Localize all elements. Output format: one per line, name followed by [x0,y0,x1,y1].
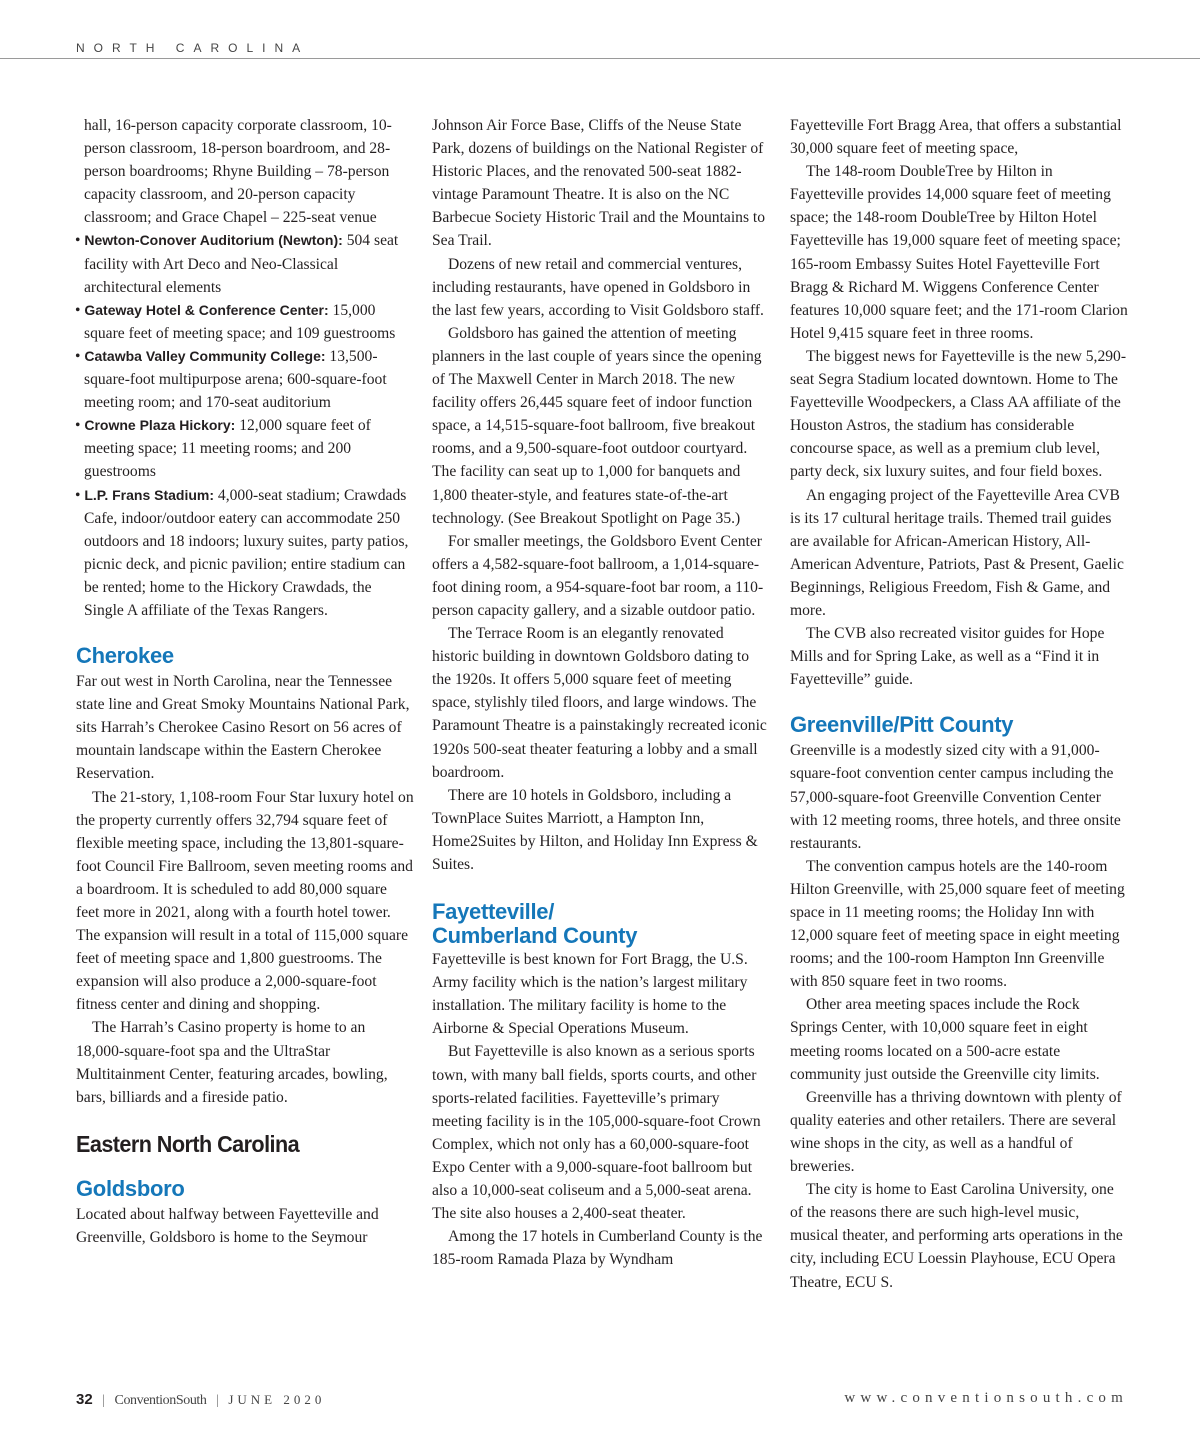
section-heading-greenville: Greenville/Pitt County [790,712,1014,738]
heading-line: Fayetteville/ [432,899,555,925]
venue-name: Catawba Valley Community College: [84,347,326,364]
bullet-item: • Newton-Conover Auditorium (Newton): 504 seat facility with Art Deco and Neo-Classical architectural elements [75,232,399,296]
paragraph: hall, 16-person capacity corporate classroom, 10-person classroom, 18-person boardroom, and 28-person boardrooms; Rhyne Building – 78-person capacity classroom, and 20-person capacity classroom; and Grace Chapel – 225-seat venue [84,117,392,227]
heading-line: Cumberland County [432,923,638,949]
paragraph: But Fayetteville is also known as a serious sports town, with many ball fields, sports courts, and other sports-related facilities. Fayetteville’s primary meeting facility is in the 105,000-square-foot Crown Complex, which not only has a 60,000-square-foot Expo Center with a 9,000-square-foot ballroom but also a 10,000-seat coliseum and a 5,000-seat arena. The site also houses a 2,400-seat theater. [432,1043,761,1223]
paragraph: The Terrace Room is an elegantly renovated historic building in downtown Goldsboro dating to the 1920s. It offers 5,000 square feet of meeting space, stylishly tiled floors, and large windows. The Paramount Theatre is a painstakingly recreated iconic 1920s 500-seat theater featuring a lobby and a small boardroom. [432,625,767,781]
magazine-name: ConventionSouth [114,1393,207,1408]
section-heading-cherokee: Cherokee [76,643,174,669]
paragraph: Among the 17 hotels in Cumberland County is the 185-room Ramada Plaza by Wyndham [432,1228,763,1269]
paragraph: There are 10 hotels in Goldsboro, including a TownPlace Suites Marriott, a Hampton Inn, Home2Suites by Hilton, and Holiday Inn Express & Suites. [432,786,758,873]
venue-details: 4,000-seat stadium; Crawdads Cafe, indoor/outdoor eatery can accommodate 250 outdoors and 18 indoors; luxury suites, party patios, picnic deck, and picnic pavilion; entire stadium can be rented; home to the Hickory Crawdads, the Single A affiliate of the Texas Rangers. [84,486,409,619]
paragraph: Fayetteville Fort Bragg Area, that offers a substantial 30,000 square feet of meeting space, [790,117,1122,158]
paragraph: Fayetteville is best known for Fort Bragg, the U.S. Army facility which is the nation’s largest military installation. The military facility is home to the Airborne & Special Operations Museum. [432,951,748,1038]
paragraph: For smaller meetings, the Goldsboro Event Center offers a 4,582-square-foot ballroom, a 1,014-square-foot dining room, a 954-square-foot bar room, a 110-person capacity gallery, and a sizable outdoor patio. [432,532,764,619]
footer-separator: | [102,1393,105,1408]
bullet-item: • Catawba Valley Community College: 13,500-square-foot multipurpose arena; 600-square-foot meeting room; and 170-seat auditorium [75,347,387,412]
venue-details: 12,000 square feet of meeting space; 11 meeting rooms; and 200 guestrooms [84,417,371,481]
running-header: NORTH CAROLINA [76,41,310,55]
venue-name: L.P. Frans Stadium: [84,486,215,503]
paragraph: Greenville is a modestly sized city with a 91,000-square-foot convention center campus including the 57,000-square-foot Greenville Convention Center with 12 meeting rooms, three hotels, and three onsite restaurants. [790,742,1121,852]
venue-details: 13,500-square-foot multipurpose arena; 600-square-foot meeting room; and 170-seat auditorium [84,347,387,412]
header-rule [0,58,1200,59]
footer-separator: | [216,1393,219,1408]
paragraph: Other area meeting spaces include the Rock Springs Center, with 10,000 square feet in eight meeting rooms located on a 500-acre estate community just outside the Greenville city limits. [790,996,1100,1083]
section-heading-eastern-nc: Eastern North Carolina [76,1130,300,1157]
paragraph: An engaging project of the Fayetteville Area CVB is its 17 cultural heritage trails. Themed trail guides are available for African-American History, All-American Adventure, Patriots, Past & Present, Gaelic Beginnings, Religious Freedom, Fish & Game, and more. [790,486,1124,619]
paragraph: Dozens of new retail and commercial ventures, including restaurants, have opened in Goldsboro in the last few years, according to Visit Goldsboro staff. [432,255,764,319]
column-1 [76,114,414,1249]
paragraph: The 148-room DoubleTree by Hilton in Fayetteville provides 14,000 square feet of meeting space; the 148-room DoubleTree by Hilton Hotel Fayetteville has 19,000 square feet of meeting space; 165-room Embassy Suites Hotel Fayetteville Fort Bragg & Richard M. Wiggens Conference Center features 10,000 square feet; and the 171-room Clarion Hotel 9,415 square feet in three rooms. [790,163,1128,342]
website-url: www.conventionsouth.com [844,1390,1128,1406]
section-heading-fayetteville [432,900,770,948]
venue-details: 15,000 square feet of meeting space; and 109 guestrooms [84,301,396,342]
paragraph: The 21-story, 1,108-room Four Star luxury hotel on the property currently offers 32,794 square feet of flexible meeting space, including the 13,801-square-foot Council Fire Ballroom, seven meeting rooms and a boardroom. It is scheduled to add 80,000 square feet more in 2021, along with a fourth hotel tower. The expansion will result in a total of 115,000 square feet of meeting space and 1,800 guestrooms. The expansion will also produce a 2,000-square-foot fitness center and dining and shopping. [76,788,414,1014]
section-heading-goldsboro: Goldsboro [76,1175,185,1201]
venue-name: Newton-Conover Auditorium (Newton): [84,232,343,249]
venue-name: Gateway Hotel & Conference Center: [84,301,329,318]
column-2 [432,114,770,1271]
column-3 [790,114,1128,1294]
paragraph: The convention campus hotels are the 140-room Hilton Greenville, with 25,000 square feet of meeting space in 11 meeting rooms; the Holiday Inn with 12,000 square feet of meeting space in eight meeting rooms; and the 100-room Hampton Inn Greenville with 850 square feet in two rooms. [790,857,1125,991]
paragraph: Johnson Air Force Base, Cliffs of the Neuse State Park, dozens of buildings on the National Register of Historic Places, and the renovated 500-seat 1882-vintage Paramount Theatre. It is also on the NC Barbecue Society Historic Trail and the Mountains to Sea Trail. [432,117,766,250]
bullet-item: • Crowne Plaza Hickory: 12,000 square feet of meeting space; 11 meeting rooms; and 200 guestrooms [75,417,371,481]
venue-details: 504 seat facility with Art Deco and Neo-Classical architectural elements [84,232,399,296]
paragraph: Goldsboro has gained the attention of meeting planners in the last couple of years since the opening of The Maxwell Center in March 2018. The new facility offers 26,445 square feet of indoor function space, a 14,515-square-foot ballroom, five breakout rooms, and a 9,500-square-foot outdoor courtyard. The facility can seat up to 1,000 for banquets and 1,800 theater-style, and features state-of-the-art technology. (See Breakout Spotlight on Page 35.) [432,324,762,527]
paragraph: Greenville has a thriving downtown with plenty of quality eateries and other retailers. There are several wine shops in the city, as well as a handful of breweries. [790,1088,1122,1176]
issue-date: JUNE 2020 [228,1392,326,1407]
paragraph: Far out west in North Carolina, near the Tennessee state line and Great Smoky Mountains National Park, sits Harrah’s Cherokee Casino Resort on 56 acres of mountain landscape within the Eastern Cherokee Reservation. [76,673,410,783]
paragraph: The CVB also recreated visitor guides for Hope Mills and for Spring Lake, as well as a “Find it in Fayetteville” guide. [790,625,1105,689]
paragraph: The Harrah’s Casino property is home to an 18,000-square-foot spa and the UltraStar Multitainment Center, featuring arcades, bowling, bars, billiards and a fireside patio. [76,1019,388,1106]
bullet-item: • L.P. Frans Stadium: 4,000-seat stadium; Crawdads Cafe, indoor/outdoor eatery can accommodate 250 outdoors and 18 indoors; luxury suites, party patios, picnic deck, and picnic pavilion; entire stadium can be rented; home to the Hickory Crawdads, the Single A affiliate of the Texas Rangers. [75,486,409,619]
page-number: 32 [76,1391,93,1408]
paragraph: The biggest news for Fayetteville is the new 5,290-seat Segra Stadium located downtown. Home to The Fayetteville Woodpeckers, a Class AA affiliate of the Houston Astros, the stadium has considerable concourse space, as well as a premium club level, party deck, six luxury suites, and four field boxes. [790,347,1127,481]
page-footer [76,1391,325,1409]
venue-name: Crowne Plaza Hickory: [84,417,236,434]
paragraph: The city is home to East Carolina University, one of the reasons there are such high-level music, musical theater, and performing arts operations in the city, including ECU Loessin Playhouse, ECU Opera Theatre, ECU S. [790,1181,1123,1291]
paragraph: Located about halfway between Fayetteville and Greenville, Goldsboro is home to the Seymour [76,1205,379,1246]
bullet-item: • Gateway Hotel & Conference Center: 15,000 square feet of meeting space; and 109 guestrooms [75,301,396,342]
